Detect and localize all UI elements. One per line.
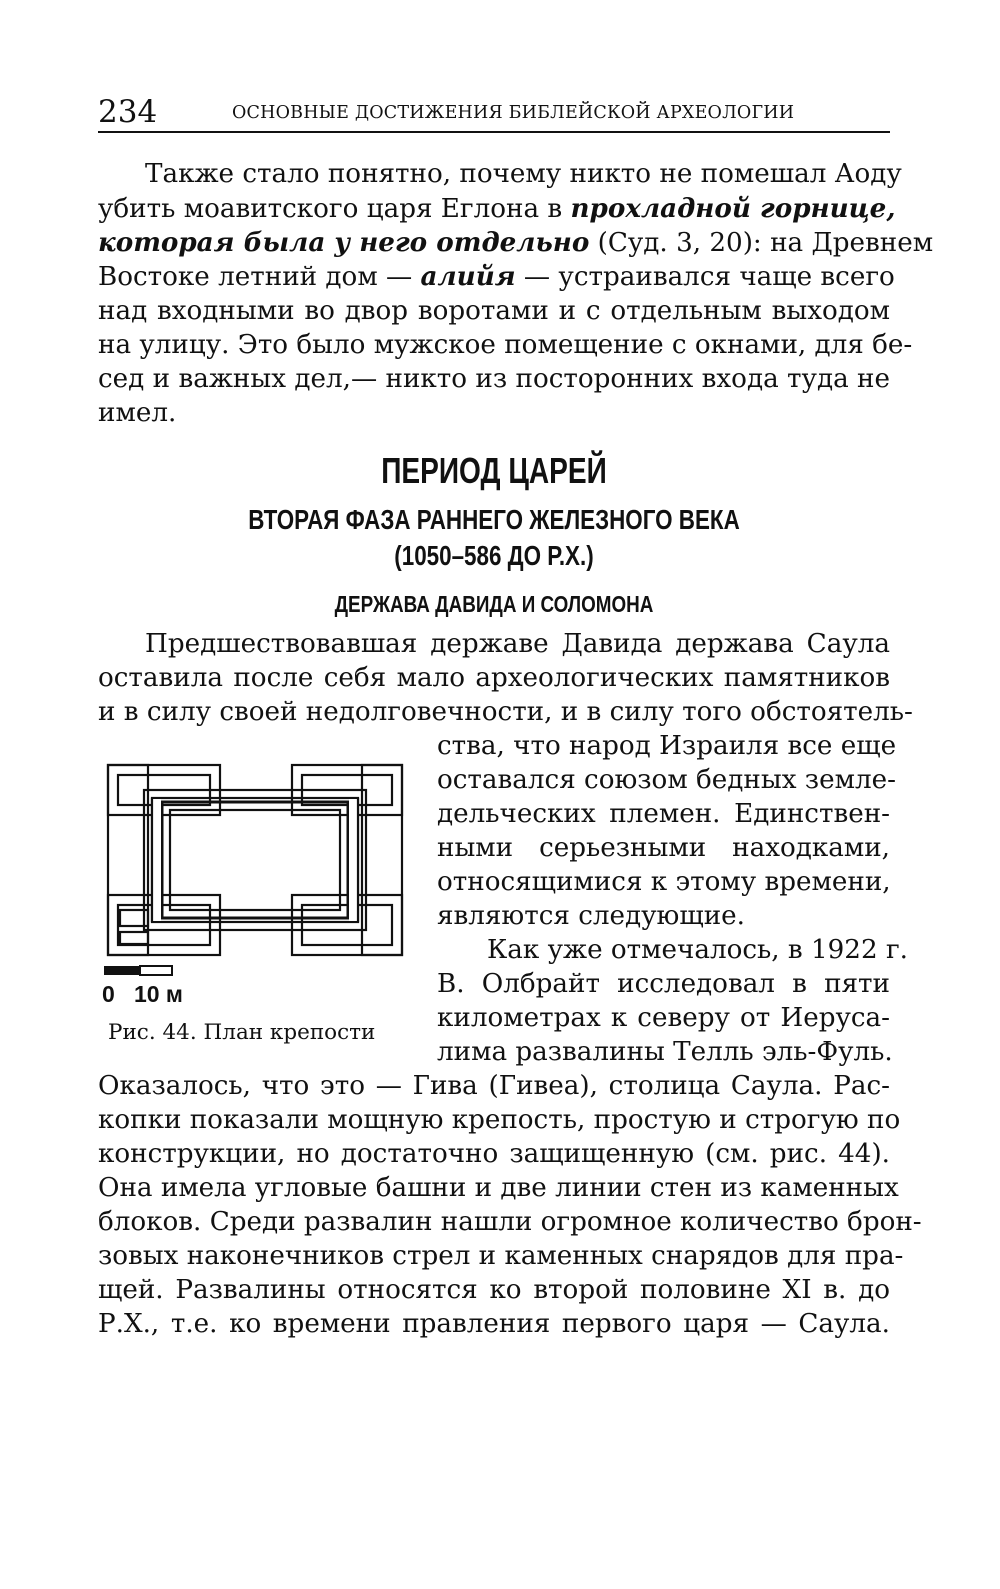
intro-emphasis: прохладной горнице, <box>570 193 896 224</box>
scale-bar <box>104 966 140 975</box>
body-line: Как уже отмечалось, в 1922 г. <box>487 935 908 965</box>
body-line: являются следующие. <box>437 901 745 931</box>
body-line: километрах к северу от Иеруса- <box>437 1003 890 1033</box>
body-line: конструкции, но достаточно защищенную (см. рис. 44). <box>98 1139 890 1169</box>
scale-label: 0 10 м <box>102 981 183 1007</box>
section-title: ПЕРИОД ЦАРЕЙ <box>381 450 607 491</box>
section-subtitle: ВТОРАЯ ФАЗА РАННЕГО ЖЕЛЕЗНОГО ВЕКА <box>248 504 740 535</box>
body-line: копки показали мощную крепость, простую и строгую по <box>98 1105 901 1135</box>
body-line: щей. Развалины относятся ко второй половине XI в. до <box>98 1275 890 1305</box>
running-head: ОСНОВНЫЕ ДОСТИЖЕНИЯ БИБЛЕЙСКОЙ АРХЕОЛОГИИ <box>232 103 795 123</box>
intro-line-6: на улицу. Это было мужское помещение с окнами, для бе- <box>98 330 913 360</box>
figure-caption: Рис. 44. План крепости <box>108 1020 376 1045</box>
inner-wall <box>162 802 348 918</box>
intro-line-1: Также стало понятно, почему никто не помешал Аоду <box>145 159 902 189</box>
body-line: лима развалины Телль эль-Фуль. <box>437 1037 893 1067</box>
body-line: и в силу своей недолговечности, и в силу того обстоятель- <box>98 697 913 727</box>
tower-room <box>120 932 148 944</box>
intro-emphasis: алийя <box>420 261 516 292</box>
intro-line-5: над входными во двор воротами и с отдельным выходом <box>98 296 890 326</box>
body-line: Р.Х., т.е. ко времени правления первого царя — Саула. <box>98 1309 890 1339</box>
intro-line-4 <box>98 260 895 294</box>
intro-text: — устраивался чаще всего <box>515 262 895 292</box>
section-dates: (1050–586 ДО Р.Х.) <box>394 540 594 571</box>
body-line: зовых наконечников стрел и каменных снарядов для пра- <box>98 1241 904 1271</box>
intro-emphasis: которая была у него отдельно <box>98 227 590 258</box>
body-line: В. Олбрайт исследовал в пяти <box>437 969 890 999</box>
body-line: дельческих племен. Единствен- <box>437 799 890 829</box>
intro-text: (Суд. 3, 20): на Древнем <box>589 228 934 258</box>
intro-line-8: имел. <box>98 398 177 428</box>
intro-line-7: сед и важных дел,— никто из посторонних входа туда не <box>98 364 890 394</box>
body-line: Предшествовавшая державе Давида держава Саула <box>145 629 890 659</box>
body-line: ства, что народ Израиля все еще <box>437 731 897 761</box>
intro-text: Востоке летний дом — <box>98 262 421 292</box>
body-line: ными серьезными находками, <box>437 833 890 863</box>
fortress-plan-figure <box>100 760 410 1010</box>
body-line: оставила после себя мало археологических памятников <box>98 663 890 693</box>
body-line: относящимися к этому времени, <box>437 867 891 897</box>
body-line: оставался союзом бедных земле- <box>437 765 896 795</box>
intro-line-3 <box>98 226 934 260</box>
intro-text: убить моавитского царя Еглона в <box>98 194 571 224</box>
subsection-heading: ДЕРЖАВА ДАВИДА И СОЛОМОНА <box>334 591 654 617</box>
page-number: 234 <box>98 94 158 130</box>
body-line: блоков. Среди развалин нашли огромное количество брон- <box>98 1207 922 1237</box>
body-line: Она имела угловые башни и две линии стен из каменных <box>98 1173 899 1203</box>
header-rule <box>98 131 890 133</box>
intro-line-2 <box>98 192 896 226</box>
body-line: Оказалось, что это — Гива (Гивеа), столица Саула. Рас- <box>98 1071 890 1101</box>
